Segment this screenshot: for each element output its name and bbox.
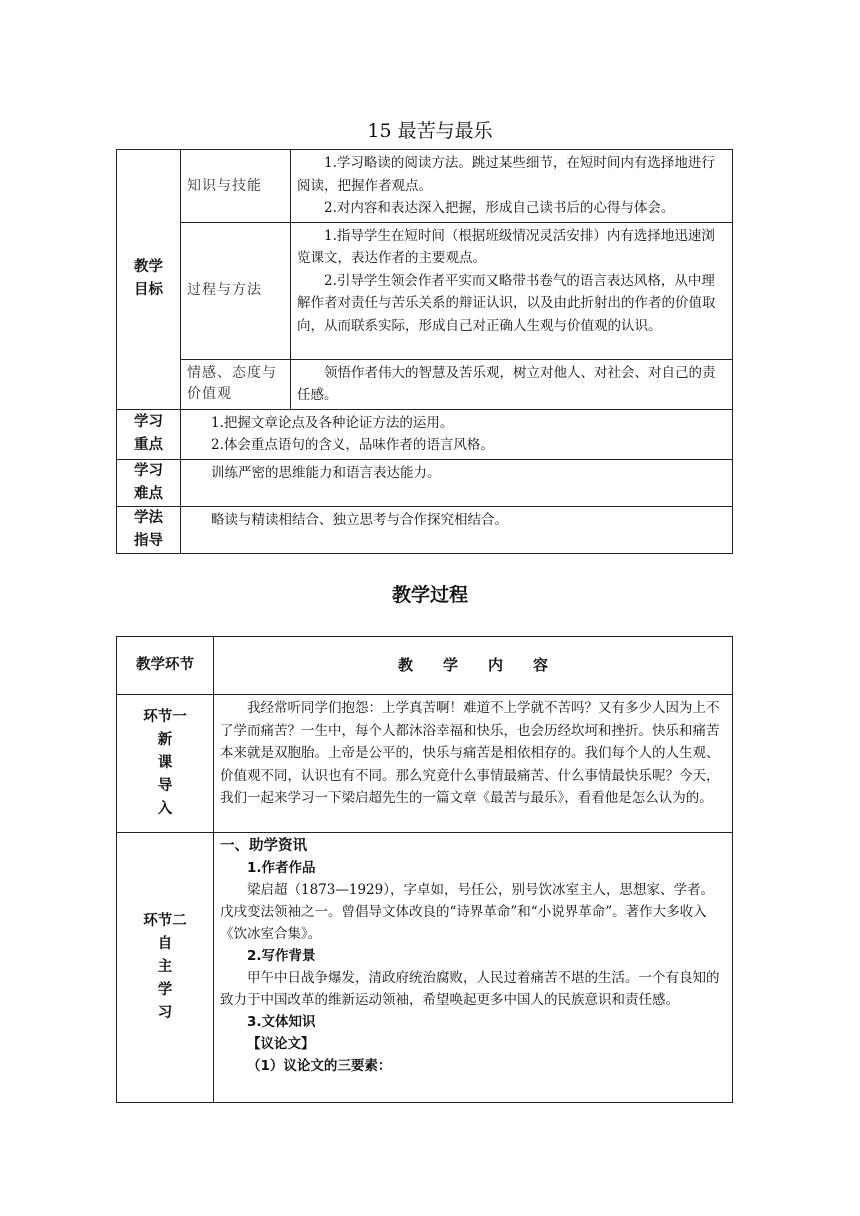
- stage1-label-line: 入: [157, 801, 173, 817]
- emotion-cell: [291, 359, 733, 409]
- key-points-label: 学习重点: [117, 409, 181, 459]
- stage2-label-line: 自: [157, 936, 173, 952]
- process-method-cell: [291, 222, 733, 359]
- stage2-label-line: 学: [157, 982, 173, 998]
- stage1-label: [117, 695, 214, 833]
- stage1-text: 我经常听同学们抱怨：上学真苦啊！难道不上学就不苦吗？又有多少人因为上不了学而痛苦？一生中，每个人都沐浴幸福和快乐，也会历经坎坷和挫折。快乐和痛苦本来就是双胞胎。上帝是公平的，快乐与痛苦是相依相存的。我们每个人的人生观、价值观不同，认识也有不同。那么究竟什么事情最痛苦、什么事情最快乐呢？今天，我们一起来学习一下梁启超先生的一篇文章《最苦与最乐》，看看他是怎么认为的。: [220, 700, 720, 806]
- genre-item: （1）议论文的三要素：: [247, 1058, 392, 1074]
- col-header-stage: 教学环节: [117, 637, 214, 695]
- process-item-2: 2.引导学生领会作者平实而又略带书卷气的语言表达风格，从中理解作者对责任与苦乐关系的辩证认识，以及由此折射出的作者的价值取向，从而联系实际，形成自己对正确人生观与价值观的认识。: [297, 272, 716, 334]
- difficulties-text: 训练严密的思维能力和语言表达能力。: [211, 464, 441, 481]
- method-text: 略读与精读相结合、独立思考与合作探究相结合。: [211, 511, 508, 528]
- category-knowledge: 知识与技能: [181, 150, 291, 223]
- stage2-label: [117, 833, 214, 1103]
- background-heading: 2.写作背景: [247, 948, 316, 964]
- section-title: 教学过程: [391, 584, 468, 606]
- knowledge-item-2: 2.对内容和表达深入把握，形成自己读书后的心得与体会。: [324, 200, 675, 216]
- difficulties-cell: [181, 459, 733, 506]
- method-cell: [181, 506, 733, 553]
- category-process: 过程与方法: [181, 222, 291, 359]
- stage1-label-line: 环节一: [143, 709, 187, 725]
- process-table: [116, 636, 733, 1103]
- genre-heading: 3.文体知识: [247, 1014, 316, 1030]
- stage2-content: [214, 833, 733, 1103]
- stage2-label-line: 主: [157, 959, 173, 975]
- method-label: 学法指导: [117, 506, 181, 553]
- stage1-label-line: 导: [157, 778, 173, 794]
- stage2-heading: 一、助学资讯: [220, 838, 307, 854]
- document-title: 15 最苦与最乐: [367, 120, 493, 142]
- stage2-label-line: 习: [157, 1005, 173, 1021]
- stage1-content: [214, 695, 733, 833]
- objectives-table: [116, 149, 733, 554]
- key-point-1: 1.把握文章论点及各种论证方法的运用。: [211, 414, 454, 431]
- knowledge-item-1: 1.学习略读的阅读方法。跳过某些细节，在短时间内有选择地进行阅读，把握作者观点。: [297, 155, 715, 194]
- background-text: 甲午中日战争爆发，清政府统治腐败，人民过着痛苦不堪的生活。一个有良知的致力于中国改革的维新运动领袖，希望唤起更多中国人的民族意识和责任感。: [220, 970, 720, 1008]
- category-emotion: 情感、态度与价值观: [181, 359, 291, 409]
- genre-tag: 【议论文】: [247, 1036, 315, 1052]
- knowledge-cell: [291, 150, 733, 223]
- key-points-cell: [181, 409, 733, 459]
- stage1-label-line: 课: [157, 755, 173, 771]
- objectives-label: 教学目标: [117, 150, 181, 410]
- difficulties-label: 学习难点: [117, 459, 181, 506]
- author-works-heading: 1.作者作品: [247, 860, 316, 876]
- process-item-1: 1.指导学生在短时间（根据班级情况灵活安排）内有选择地迅速浏览课文，表达作者的主要观点。: [297, 227, 715, 266]
- stage1-label-line: 新: [157, 732, 173, 748]
- stage2-label-line: 环节二: [143, 913, 187, 929]
- author-works-text: 梁启超（1873—1929），字卓如，号任公，别号饮冰室主人，思想家、学者。戊戌变法领袖之一。曾倡导文体改良的“诗界革命”和“小说界革命”。著作大多收入《饮冰室合集》。: [220, 882, 714, 942]
- emotion-item-1: 领悟作者伟大的智慧及苦乐观，树立对他人、对社会、对自己的责任感。: [297, 364, 716, 403]
- key-point-2: 2.体会重点语句的含义，品味作者的语言风格。: [211, 437, 494, 453]
- col-header-content: 教 学 内 容: [214, 637, 733, 695]
